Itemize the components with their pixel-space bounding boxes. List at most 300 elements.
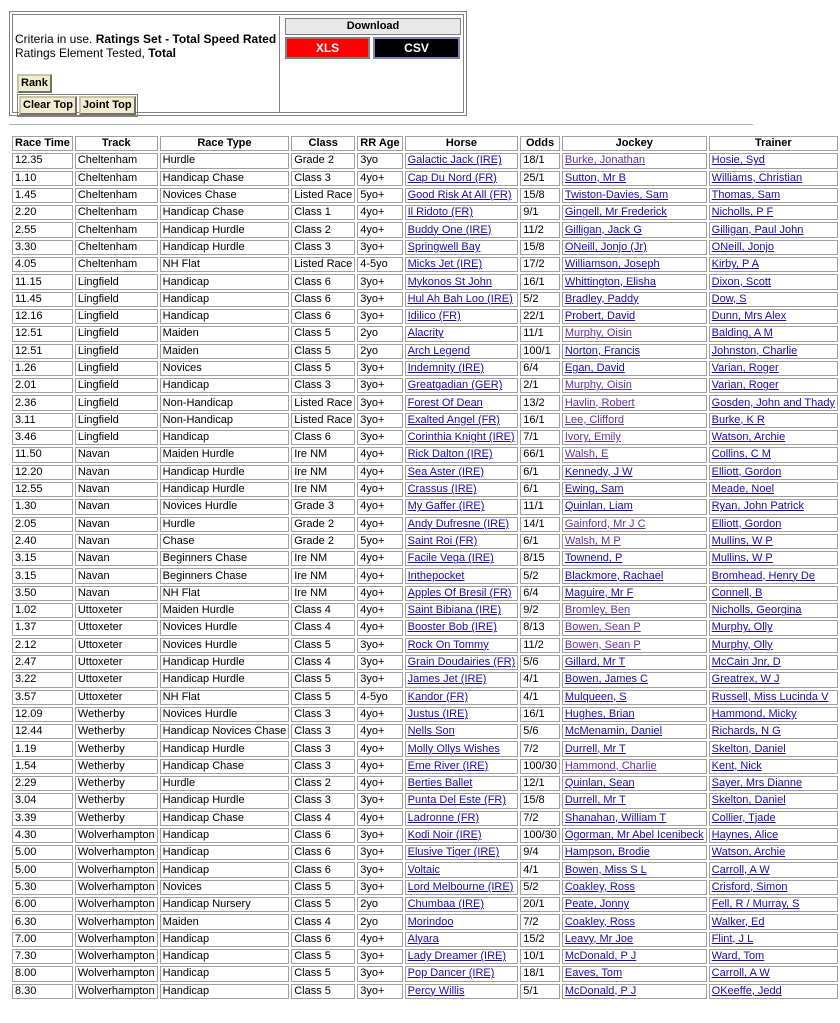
horse-link[interactable]: Andy Dufresne (IRE) bbox=[407, 517, 510, 530]
cell-trainer bbox=[709, 880, 838, 895]
trainer-link[interactable]: Collier, Tjade bbox=[711, 811, 776, 824]
trainer-link[interactable]: Burke, K R bbox=[711, 413, 765, 426]
col-class[interactable]: Class bbox=[291, 136, 355, 151]
cell-trainer bbox=[709, 326, 838, 341]
jockey-link[interactable]: Gainford, Mr J C bbox=[564, 517, 646, 530]
cell-race-time: 12.35 bbox=[12, 153, 73, 168]
cell-horse bbox=[405, 776, 519, 791]
xls-download-button[interactable]: XLS bbox=[285, 37, 370, 59]
cell-jockey bbox=[562, 274, 707, 289]
horse-link[interactable]: Arch Legend bbox=[407, 344, 470, 357]
jockey-link[interactable]: Probert, David bbox=[564, 310, 636, 323]
trainer-link[interactable]: Dow, S bbox=[711, 292, 747, 305]
cell-odds: 14/1 bbox=[520, 517, 560, 532]
trainer-link[interactable]: Ryan, John Patrick bbox=[711, 500, 804, 513]
table-row bbox=[12, 897, 838, 912]
cell-odds: 12/1 bbox=[520, 776, 560, 791]
cell-rr-age: 3yo+ bbox=[357, 984, 402, 999]
cell-trainer bbox=[709, 793, 838, 808]
trainer-link[interactable]: Varian, Roger bbox=[711, 379, 779, 392]
horse-link[interactable]: Booster Bob (IRE) bbox=[407, 621, 497, 634]
jockey-link[interactable]: Coakley, Ross bbox=[564, 880, 635, 893]
cell-race-type: Handicap Chase bbox=[160, 171, 290, 186]
cell-rr-age: 3yo+ bbox=[357, 880, 402, 895]
horse-link[interactable]: Springwell Bay bbox=[407, 240, 481, 253]
trainer-link[interactable]: Meade, Noel bbox=[711, 483, 775, 496]
cell-horse bbox=[405, 274, 519, 289]
trainer-link[interactable]: Balding, A M bbox=[711, 327, 773, 340]
cell-class: Ire NM bbox=[291, 551, 355, 566]
criteria-prefix: Criteria in use. bbox=[15, 32, 93, 46]
cell-class: Class 6 bbox=[291, 828, 355, 843]
table-row bbox=[12, 984, 838, 999]
jockey-link[interactable]: ONeill, Jonjo (Jr) bbox=[564, 240, 647, 253]
trainer-link[interactable]: Thomas, Sam bbox=[711, 189, 781, 202]
horse-link[interactable]: Lord Melbourne (IRE) bbox=[407, 880, 514, 893]
jockey-link[interactable]: McDonald, P J bbox=[564, 984, 637, 997]
horse-link[interactable]: Grain Doudairies (FR) bbox=[407, 656, 516, 669]
races-table bbox=[10, 134, 840, 1001]
cell-horse bbox=[405, 188, 519, 203]
cell-odds: 18/1 bbox=[520, 966, 560, 981]
cell-track: Uttoxeter bbox=[75, 603, 158, 618]
cell-trainer bbox=[709, 966, 838, 981]
cell-jockey bbox=[562, 672, 707, 687]
horse-link[interactable]: Rock On Tommy bbox=[407, 638, 489, 651]
horse-link[interactable]: Lady Dreamer (IRE) bbox=[407, 950, 507, 963]
cell-horse bbox=[405, 551, 519, 566]
cell-race-time: 7.30 bbox=[12, 949, 73, 964]
cell-horse bbox=[405, 534, 519, 549]
table-row bbox=[12, 551, 838, 566]
jockey-link[interactable]: Bradley, Paddy bbox=[564, 292, 639, 305]
cell-odds: 9/2 bbox=[520, 603, 560, 618]
cell-class: Class 4 bbox=[291, 914, 355, 929]
horse-link[interactable]: Sea Aster (IRE) bbox=[407, 465, 485, 478]
horse-link[interactable]: Greatgadian (GER) bbox=[407, 379, 503, 392]
cell-horse bbox=[405, 603, 519, 618]
trainer-link[interactable]: Johnston, Charlie bbox=[711, 344, 798, 357]
table-row bbox=[12, 344, 838, 359]
horse-link[interactable]: Elusive Tiger (IRE) bbox=[407, 846, 500, 859]
table-row bbox=[12, 326, 838, 341]
cell-track: Wolverhampton bbox=[75, 897, 158, 912]
col-trainer[interactable]: Trainer bbox=[709, 136, 838, 151]
col-horse[interactable]: Horse bbox=[405, 136, 519, 151]
jockey-link[interactable]: Quinlan, Liam bbox=[564, 500, 633, 513]
cell-track: Cheltenham bbox=[75, 240, 158, 255]
jockey-link[interactable]: Blackmore, Rachael bbox=[564, 569, 664, 582]
cell-horse bbox=[405, 811, 519, 826]
jockey-link[interactable]: Quinlan, Sean bbox=[564, 777, 635, 790]
horse-link[interactable]: Mykonos St John bbox=[407, 275, 492, 288]
cell-odds: 22/1 bbox=[520, 309, 560, 324]
trainer-link[interactable]: ONeill, Jonjo bbox=[711, 240, 775, 253]
trainer-link[interactable]: Watson, Archie bbox=[711, 846, 786, 859]
jockey-link[interactable]: Durrell, Mr T bbox=[564, 794, 626, 807]
cell-trainer bbox=[709, 897, 838, 912]
cell-race-time: 8.00 bbox=[12, 966, 73, 981]
horse-link[interactable]: Morindoo bbox=[407, 915, 454, 928]
jockey-link[interactable]: McMenamin, Daniel bbox=[564, 725, 663, 738]
trainer-link[interactable]: Skelton, Daniel bbox=[711, 742, 786, 755]
horse-link[interactable]: Voltaic bbox=[407, 863, 441, 876]
trainer-link[interactable]: Watson, Archie bbox=[711, 431, 786, 444]
cell-jockey bbox=[562, 845, 707, 860]
jockey-link[interactable]: Burke, Jonathan bbox=[564, 154, 645, 167]
cell-rr-age: 4yo+ bbox=[357, 707, 402, 722]
jockey-link[interactable]: Norton, Francis bbox=[564, 344, 641, 357]
jockey-link[interactable]: Mulqueen, S bbox=[564, 690, 627, 703]
jockey-link[interactable]: Bowen, Sean P bbox=[564, 621, 641, 634]
cell-race-type: Handicap bbox=[160, 984, 290, 999]
cell-jockey bbox=[562, 880, 707, 895]
jockey-link[interactable]: Bowen, Miss S L bbox=[564, 863, 647, 876]
cell-rr-age: 3yo+ bbox=[357, 638, 402, 653]
table-row bbox=[12, 828, 838, 843]
table-row bbox=[12, 534, 838, 549]
cell-jockey bbox=[562, 655, 707, 670]
trainer-link[interactable]: Ward, Tom bbox=[711, 950, 765, 963]
jockey-link[interactable]: Havlin, Robert bbox=[564, 396, 635, 409]
cell-jockey bbox=[562, 482, 707, 497]
cell-jockey bbox=[562, 759, 707, 774]
horse-link[interactable]: Apples Of Bresil (FR) bbox=[407, 586, 512, 599]
table-row bbox=[12, 862, 838, 877]
horse-link[interactable]: Hul Ah Bah Loo (IRE) bbox=[407, 292, 513, 305]
horse-link[interactable]: Rick Dalton (IRE) bbox=[407, 448, 493, 461]
cell-race-time: 3.22 bbox=[12, 672, 73, 687]
trainer-link[interactable]: Williams, Christian bbox=[711, 171, 803, 184]
trainer-link[interactable]: Skelton, Daniel bbox=[711, 794, 786, 807]
horse-link[interactable]: Facile Vega (IRE) bbox=[407, 552, 494, 565]
table-row bbox=[12, 759, 838, 774]
trainer-link[interactable]: Nicholls, P F bbox=[711, 206, 774, 219]
jockey-link[interactable]: Ivory, Emily bbox=[564, 431, 621, 444]
jockey-link[interactable]: McDonald, P J bbox=[564, 950, 637, 963]
cell-race-type: Handicap bbox=[160, 430, 290, 445]
horse-link[interactable]: Erne River (IRE) bbox=[407, 759, 489, 772]
jockey-link[interactable]: Hughes, Brian bbox=[564, 707, 635, 720]
cell-jockey bbox=[562, 534, 707, 549]
trainer-link[interactable]: Fell, R / Murray, S bbox=[711, 898, 800, 911]
cell-horse bbox=[405, 759, 519, 774]
horse-link[interactable]: Alyara bbox=[407, 932, 439, 945]
cell-race-time: 6.30 bbox=[12, 914, 73, 929]
horse-link[interactable]: Idilico (FR) bbox=[407, 310, 461, 323]
cell-class: Ire NM bbox=[291, 586, 355, 601]
cell-jockey bbox=[562, 586, 707, 601]
horse-link[interactable]: Molly Ollys Wishes bbox=[407, 742, 500, 755]
trainer-link[interactable]: Murphy, Olly bbox=[711, 621, 773, 634]
table-row bbox=[12, 690, 838, 705]
horse-link[interactable]: Forest Of Dean bbox=[407, 396, 483, 409]
cell-track: Wolverhampton bbox=[75, 880, 158, 895]
table-row bbox=[12, 447, 838, 462]
horse-link[interactable]: Inthepocket bbox=[407, 569, 465, 582]
cell-jockey bbox=[562, 620, 707, 635]
horse-link[interactable]: Good Risk At All (FR) bbox=[407, 189, 512, 202]
cell-jockey bbox=[562, 897, 707, 912]
cell-race-type: Maiden Hurdle bbox=[160, 603, 290, 618]
jockey-link[interactable]: Ogorman, Mr Abel Icenibeck bbox=[564, 829, 704, 842]
cell-trainer bbox=[709, 257, 838, 272]
cell-horse bbox=[405, 240, 519, 255]
trainer-link[interactable]: Sayer, Mrs Dianne bbox=[711, 777, 803, 790]
cell-horse bbox=[405, 257, 519, 272]
jockey-link[interactable]: Bowen, Sean P bbox=[564, 638, 641, 651]
cell-trainer bbox=[709, 222, 838, 237]
horse-link[interactable]: Kodi Noir (IRE) bbox=[407, 829, 482, 842]
jockey-link[interactable]: Gillard, Mr T bbox=[564, 656, 626, 669]
jockey-link[interactable]: Walsh, E bbox=[564, 448, 609, 461]
cell-track: Navan bbox=[75, 568, 158, 583]
col-rr-age[interactable]: RR Age bbox=[357, 136, 402, 151]
jockey-link[interactable]: Hampson, Brodie bbox=[564, 846, 650, 859]
horse-link[interactable]: Nells Son bbox=[407, 725, 455, 738]
cell-track: Navan bbox=[75, 465, 158, 480]
cell-track: Navan bbox=[75, 586, 158, 601]
cell-horse bbox=[405, 395, 519, 410]
trainer-link[interactable]: Collins, C M bbox=[711, 448, 771, 461]
cell-rr-age: 4yo+ bbox=[357, 759, 402, 774]
cell-track: Lingfield bbox=[75, 378, 158, 393]
jockey-link[interactable]: Coakley, Ross bbox=[564, 915, 635, 928]
cell-race-type: Handicap bbox=[160, 932, 290, 947]
cell-horse bbox=[405, 482, 519, 497]
cell-race-type: Novices Chase bbox=[160, 188, 290, 203]
col-race-type[interactable]: Race Type bbox=[160, 136, 290, 151]
cell-track: Cheltenham bbox=[75, 171, 158, 186]
horse-link[interactable]: Percy Willis bbox=[407, 984, 465, 997]
jockey-link[interactable]: Gilligan, Jack G bbox=[564, 223, 642, 236]
table-row bbox=[12, 603, 838, 618]
horse-link[interactable]: Ladronne (FR) bbox=[407, 811, 480, 824]
jockey-link[interactable]: Walsh, M P bbox=[564, 534, 621, 547]
joint-top-button[interactable]: Joint Top bbox=[79, 96, 136, 115]
cell-jockey bbox=[562, 862, 707, 877]
cell-jockey bbox=[562, 188, 707, 203]
jockey-link[interactable]: Whittington, Elisha bbox=[564, 275, 656, 288]
jockey-link[interactable]: Lee, Clifford bbox=[564, 413, 624, 426]
jockey-link[interactable]: Murphy, Oisin bbox=[564, 327, 632, 340]
rank-button[interactable]: Rank bbox=[17, 74, 52, 93]
jockey-link[interactable]: Maguire, Mr F bbox=[564, 586, 634, 599]
trainer-link[interactable]: Bromhead, Henry De bbox=[711, 569, 815, 582]
download-panel bbox=[283, 16, 462, 68]
cell-horse bbox=[405, 880, 519, 895]
cell-trainer bbox=[709, 586, 838, 601]
cell-race-time: 1.19 bbox=[12, 741, 73, 756]
jockey-link[interactable]: Murphy, Oisin bbox=[564, 379, 632, 392]
cell-trainer bbox=[709, 447, 838, 462]
cell-odds: 5/2 bbox=[520, 292, 560, 307]
horse-link[interactable]: Pop Dancer (IRE) bbox=[407, 967, 495, 980]
clear-top-button[interactable]: Clear Top bbox=[19, 96, 77, 115]
cell-track: Uttoxeter bbox=[75, 655, 158, 670]
cell-rr-age: 4yo+ bbox=[357, 568, 402, 583]
trainer-link[interactable]: OKeeffe, Jedd bbox=[711, 984, 782, 997]
cell-class: Class 5 bbox=[291, 344, 355, 359]
cell-track: Wolverhampton bbox=[75, 914, 158, 929]
horse-link[interactable]: Micks Jet (IRE) bbox=[407, 258, 483, 271]
cell-race-type: Novices bbox=[160, 880, 290, 895]
cell-class: Class 6 bbox=[291, 292, 355, 307]
cell-race-type: Handicap Chase bbox=[160, 205, 290, 220]
horse-link[interactable]: Indemnity (IRE) bbox=[407, 362, 485, 374]
trainer-link[interactable]: Gilligan, Paul John bbox=[711, 223, 804, 236]
trainer-link[interactable]: Carroll, A W bbox=[711, 863, 770, 876]
cell-trainer bbox=[709, 274, 838, 289]
trainer-link[interactable]: Carroll, A W bbox=[711, 967, 770, 980]
cell-trainer bbox=[709, 240, 838, 255]
jockey-link[interactable]: Shanahan, William T bbox=[564, 811, 667, 824]
trainer-link[interactable]: Dunn, Mrs Alex bbox=[711, 310, 787, 323]
horse-link[interactable]: Alacrity bbox=[407, 327, 444, 340]
trainer-link[interactable]: Crisford, Simon bbox=[711, 880, 788, 893]
jockey-link[interactable]: Twiston-Davies, Sam bbox=[564, 189, 669, 202]
jockey-link[interactable]: Bromley, Ben bbox=[564, 604, 631, 617]
trainer-link[interactable]: Mullins, W P bbox=[711, 552, 773, 565]
element-label: Ratings Element Tested, bbox=[15, 46, 145, 60]
trainer-link[interactable]: Nicholls, Georgina bbox=[711, 604, 802, 617]
cell-odds: 7/1 bbox=[520, 430, 560, 445]
jockey-link[interactable]: Ewing, Sam bbox=[564, 483, 624, 496]
jockey-link[interactable]: Hammond, Charlie bbox=[564, 759, 657, 772]
cell-track: Wetherby bbox=[75, 811, 158, 826]
cell-jockey bbox=[562, 568, 707, 583]
horse-link[interactable]: Exalted Angel (FR) bbox=[407, 413, 500, 426]
horse-link[interactable]: James Jet (IRE) bbox=[407, 673, 487, 686]
col-odds[interactable]: Odds bbox=[520, 136, 560, 151]
trainer-link[interactable]: Elliott, Gordon bbox=[711, 465, 782, 478]
trainer-link[interactable]: Walker, Ed bbox=[711, 915, 765, 928]
cell-race-time: 1.10 bbox=[12, 171, 73, 186]
cell-track: Lingfield bbox=[75, 292, 158, 307]
cell-race-type: Handicap bbox=[160, 828, 290, 843]
cell-race-type: Handicap bbox=[160, 845, 290, 860]
trainer-link[interactable]: Elliott, Gordon bbox=[711, 517, 782, 530]
trainer-link[interactable]: Flint, J L bbox=[711, 932, 754, 945]
cell-track: Navan bbox=[75, 447, 158, 462]
jockey-link[interactable]: Leavy, Mr Joe bbox=[564, 932, 634, 945]
trainer-link[interactable]: Hosie, Syd bbox=[711, 154, 765, 167]
header-row bbox=[12, 136, 838, 151]
cell-race-time: 4.30 bbox=[12, 828, 73, 843]
trainer-link[interactable]: Russell, Miss Lucinda V bbox=[711, 690, 829, 703]
horse-link[interactable]: Galactic Jack (IRE) bbox=[407, 154, 502, 167]
col-track[interactable]: Track bbox=[75, 136, 158, 151]
horse-link[interactable]: Buddy One (IRE) bbox=[407, 223, 492, 236]
cell-rr-age: 4yo+ bbox=[357, 776, 402, 791]
cell-horse bbox=[405, 430, 519, 445]
trainer-link[interactable]: Richards, N G bbox=[711, 725, 781, 738]
horse-link[interactable]: Saint Bibiana (IRE) bbox=[407, 604, 502, 617]
cell-race-type: Novices Hurdle bbox=[160, 499, 290, 514]
trainer-link[interactable]: Hammond, Micky bbox=[711, 707, 797, 720]
cell-jockey bbox=[562, 292, 707, 307]
cell-horse bbox=[405, 309, 519, 324]
cell-race-type: Non-Handicap bbox=[160, 413, 290, 428]
cell-race-type: NH Flat bbox=[160, 586, 290, 601]
cell-class: Class 6 bbox=[291, 430, 355, 445]
jockey-link[interactable]: Gingell, Mr Frederick bbox=[564, 206, 667, 219]
cell-race-type: NH Flat bbox=[160, 257, 290, 272]
cell-odds: 6/4 bbox=[520, 586, 560, 601]
trainer-link[interactable]: Mullins, W P bbox=[711, 534, 773, 547]
cell-rr-age: 3yo bbox=[357, 153, 402, 168]
horse-link[interactable]: Cap Du Nord (FR) bbox=[407, 171, 497, 184]
top-buttons-group bbox=[17, 94, 138, 117]
jockey-link[interactable]: Kennedy, J W bbox=[564, 465, 633, 478]
cell-odds: 4/1 bbox=[520, 672, 560, 687]
table-row bbox=[12, 638, 838, 653]
cell-horse bbox=[405, 638, 519, 653]
col-race-time[interactable]: Race Time bbox=[12, 136, 73, 151]
cell-odds: 9/4 bbox=[520, 845, 560, 860]
csv-download-button[interactable]: CSV bbox=[373, 37, 460, 59]
horse-link[interactable]: Saint Roi (FR) bbox=[407, 534, 478, 547]
trainer-link[interactable]: Varian, Roger bbox=[711, 362, 779, 374]
jockey-link[interactable]: Egan, David bbox=[564, 362, 625, 374]
cell-horse bbox=[405, 897, 519, 912]
horse-link[interactable]: Punta Del Este (FR) bbox=[407, 794, 507, 807]
cell-rr-age: 4yo+ bbox=[357, 499, 402, 514]
horse-link[interactable]: Berties Ballet bbox=[407, 777, 473, 790]
jockey-link[interactable]: Sutton, Mr B bbox=[564, 171, 626, 184]
jockey-link[interactable]: Peate, Jonny bbox=[564, 898, 630, 911]
trainer-link[interactable]: Haynes, Alice bbox=[711, 829, 779, 842]
trainer-link[interactable]: Gosden, John and Thady bbox=[711, 396, 835, 409]
cell-horse bbox=[405, 914, 519, 929]
jockey-link[interactable]: Bowen, James C bbox=[564, 673, 649, 686]
cell-odds: 5/2 bbox=[520, 568, 560, 583]
cell-jockey bbox=[562, 932, 707, 947]
cell-horse bbox=[405, 517, 519, 532]
trainer-link[interactable]: Kirby, P A bbox=[711, 258, 759, 271]
horse-link[interactable]: Il Ridoto (FR) bbox=[407, 206, 474, 219]
table-row bbox=[12, 949, 838, 964]
cell-jockey bbox=[562, 949, 707, 964]
horse-link[interactable]: Corinthia Knight (IRE) bbox=[407, 431, 515, 444]
table-row bbox=[12, 568, 838, 583]
horse-link[interactable]: Crassus (IRE) bbox=[407, 483, 477, 496]
trainer-link[interactable]: Connell, B bbox=[711, 586, 763, 599]
cell-horse bbox=[405, 326, 519, 341]
jockey-link[interactable]: Williamson, Joseph bbox=[564, 258, 660, 271]
jockey-link[interactable]: Eaves, Tom bbox=[564, 967, 623, 980]
trainer-link[interactable]: Kent, Nick bbox=[711, 759, 762, 772]
horse-link[interactable]: Chumbaa (IRE) bbox=[407, 898, 485, 911]
trainer-link[interactable]: McCain Jnr, D bbox=[711, 656, 781, 669]
horse-link[interactable]: My Gaffer (IRE) bbox=[407, 500, 485, 513]
trainer-link[interactable]: Dixon, Scott bbox=[711, 275, 771, 288]
horse-link[interactable]: Justus (IRE) bbox=[407, 707, 469, 720]
cell-trainer bbox=[709, 465, 838, 480]
cell-race-type: Handicap Chase bbox=[160, 811, 290, 826]
cell-race-type: Maiden Hurdle bbox=[160, 447, 290, 462]
table-row bbox=[12, 517, 838, 532]
jockey-link[interactable]: Townend, P bbox=[564, 552, 623, 565]
table-row bbox=[12, 586, 838, 601]
cell-rr-age: 3yo+ bbox=[357, 845, 402, 860]
trainer-link[interactable]: Greatrex, W J bbox=[711, 673, 780, 686]
cell-rr-age: 4yo+ bbox=[357, 551, 402, 566]
trainer-link[interactable]: Murphy, Olly bbox=[711, 638, 773, 651]
horse-link[interactable]: Kandor (FR) bbox=[407, 690, 469, 703]
jockey-link[interactable]: Durrell, Mr T bbox=[564, 742, 626, 755]
col-jockey[interactable]: Jockey bbox=[562, 136, 707, 151]
